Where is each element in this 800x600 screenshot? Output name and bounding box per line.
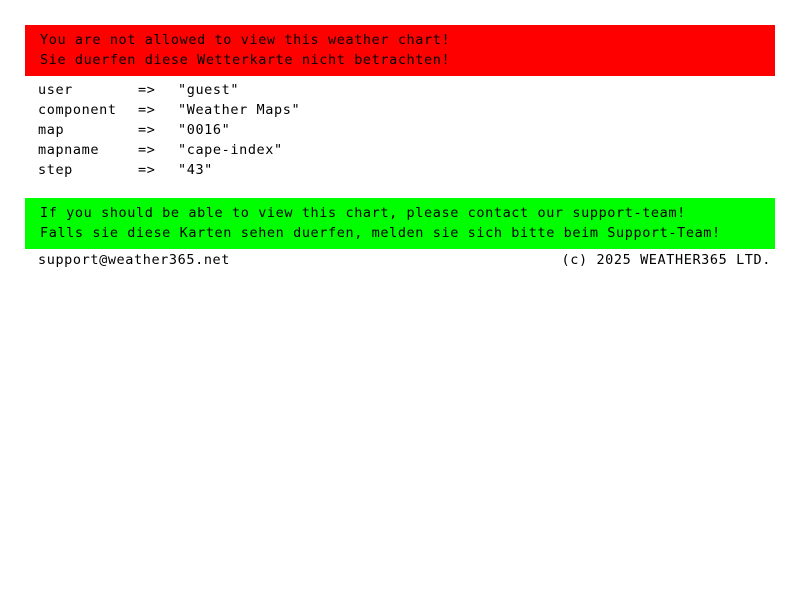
table-row [38,160,300,180]
param-value: "Weather Maps" [178,102,301,118]
support-email-link[interactable] [38,250,230,270]
footer [38,250,771,270]
param-value: "0016" [178,122,231,138]
param-arrow: => [138,122,156,138]
error-banner-line-en: You are not allowed to view this weather chart! [40,32,451,48]
param-key: mapname [38,142,100,158]
param-key: map [38,122,65,138]
param-arrow: => [138,142,156,158]
info-banner-line-en: If you should be able to view this chart, please contact our support-team! [40,205,686,221]
support-email-text[interactable]: support@weather365.net [38,252,231,268]
param-key: step [38,162,73,178]
parameter-table [38,80,300,180]
info-banner [25,198,775,249]
param-value: "guest" [178,82,240,98]
error-banner [25,25,775,76]
copyright-text: (c) 2025 WEATHER365 LTD. [561,252,771,268]
param-arrow: => [138,162,156,178]
info-banner-line-de: Falls sie diese Karten sehen duerfen, melden sie sich bitte beim Support-Team! [40,225,721,241]
table-row [38,120,300,140]
param-value: "43" [178,162,213,178]
table-row [38,100,300,120]
param-value: "cape-index" [178,142,283,158]
param-key: user [38,82,73,98]
param-key: component [38,102,117,118]
table-row [38,80,300,100]
param-arrow: => [138,82,156,98]
table-row [38,140,300,160]
param-arrow: => [138,102,156,118]
error-banner-line-de: Sie duerfen diese Wetterkarte nicht betrachten! [40,52,451,68]
